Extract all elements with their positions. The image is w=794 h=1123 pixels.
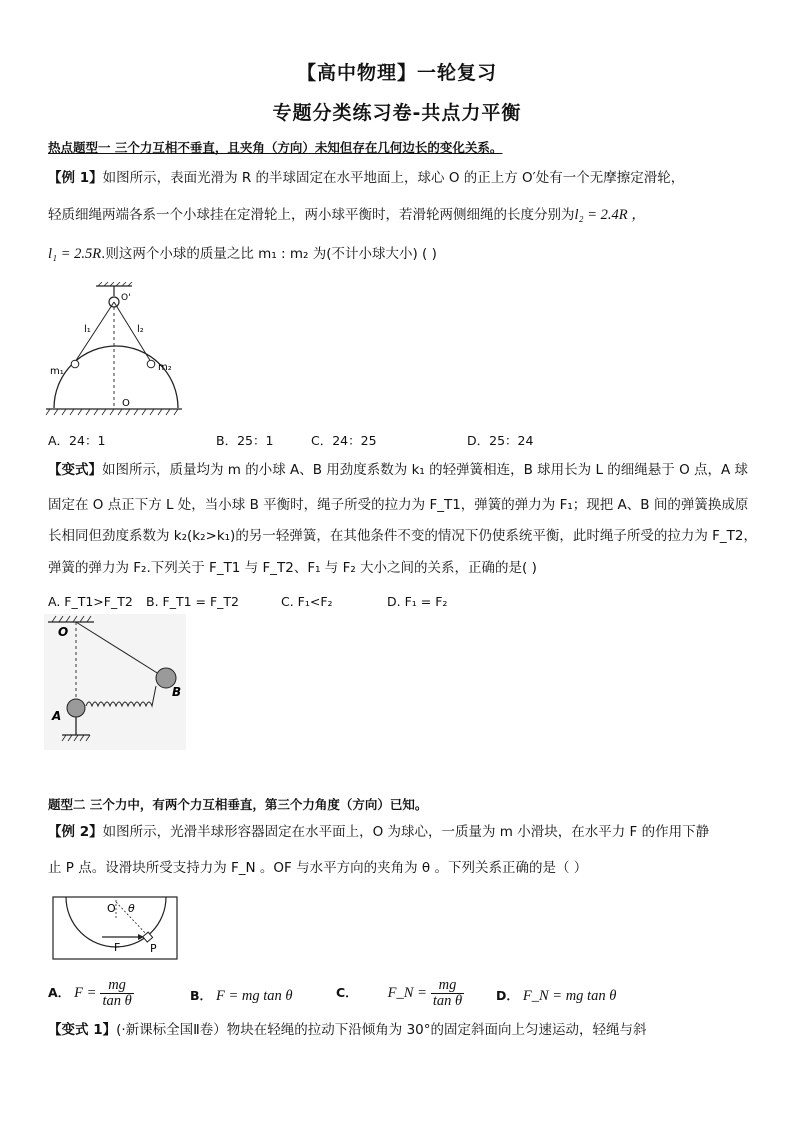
variant-text-1: 如图所示，质量均为 m 的小球 A、B 用劲度系数为 k₁ 的轻弹簧相连，B 球用长为 L 的细绳悬于 O 点，A 球 xyxy=(102,462,749,478)
option-a-denominator: tan θ xyxy=(102,993,132,1010)
example-2-line-2: 止 P 点。设滑块所受支持力为 F_N 。OF 与水平方向的夹角为 θ 。下列关系正确的是（ ） xyxy=(48,860,588,876)
variant-2-tag: 【变式 1】 xyxy=(48,1022,117,1038)
variant-2-line-1 xyxy=(48,1024,647,1038)
label-l2: l₂ xyxy=(137,324,144,335)
variant-line-4: 弹簧的弹力为 F₂.下列关于 F_T1 与 F_T2、F₁ 与 F₂ 大小之间的关系，正确的是( ) xyxy=(48,560,537,576)
example-1-l2-formula: l₂ = 2.4R ， xyxy=(574,207,646,223)
label-ball-a: A xyxy=(52,709,62,723)
option-d-expression: F_N = mg tan θ xyxy=(522,988,617,1004)
hemisphere-outline xyxy=(54,346,178,408)
option-a-lhs: F = xyxy=(74,985,97,1002)
example-1-option-b: B．25：1 xyxy=(216,433,274,448)
option-a-numerator: mg xyxy=(100,978,133,994)
variant-option-d: D. F₁ = F₂ xyxy=(387,594,448,609)
label-theta: θ xyxy=(128,902,135,915)
example-2-text-1: 如图所示，光滑半球形容器固定在水平面上，O 为球心，一质量为 m 小滑块，在水平力 F 的作用下静 xyxy=(102,824,710,840)
ball-m2 xyxy=(147,360,155,368)
example-1-line-2 xyxy=(48,208,646,223)
variant-line-2: 固定在 O 点正下方 L 处，当小球 B 平衡时，绳子所受的拉力为 F_T1，弹簧的弹力为 F₁；现把 A、B 间的弹簧换成原 xyxy=(48,497,749,513)
option-c-letter: C． xyxy=(336,985,358,1001)
option-c-denominator: tan θ xyxy=(432,993,463,1010)
label-center-o: O xyxy=(122,398,130,409)
rope-l1 xyxy=(75,302,114,362)
variant-line-1 xyxy=(48,464,748,478)
label-m2: m₂ xyxy=(158,362,172,373)
example-2-tag: 【例 2】 xyxy=(48,824,103,840)
ball-a xyxy=(67,699,85,717)
option-c-fraction xyxy=(431,978,464,1009)
example-1-l1-formula: l₁ = 2.5R xyxy=(48,246,102,262)
variant-option-a: A. F_T1>F_T2 xyxy=(48,594,133,609)
label-point-o: O xyxy=(58,625,69,639)
example-2-option-c xyxy=(336,978,464,1009)
variant-tag: 【变式】 xyxy=(48,462,102,478)
slider-block xyxy=(143,932,153,942)
example-2-option-a xyxy=(48,978,134,1009)
variant-line-3: 长相同但劲度系数为 k₂(k₂>k₁)的另一轻弹簧，在其他条件不变的情况下仍使系统平衡，此时绳子所受的拉力为 F_T2， xyxy=(48,528,757,544)
label-force-f: F xyxy=(114,941,121,954)
label-point-p: P xyxy=(150,942,157,955)
ground-hatch xyxy=(46,409,178,415)
example-1-option-c: C．24：25 xyxy=(311,433,377,448)
section-2-heading: 题型二 三个力中，有两个力互相垂直，第三个力角度（方向）已知。 xyxy=(48,797,428,812)
label-l1: l₁ xyxy=(84,324,91,335)
label-ball-b: B xyxy=(172,685,182,699)
label-pulley: O' xyxy=(121,293,131,303)
page-title: 【高中物理】一轮复习 xyxy=(296,62,497,84)
container-slider-figure xyxy=(52,896,178,964)
option-c-numerator: mg xyxy=(431,978,464,994)
example-2-line-1 xyxy=(48,826,709,840)
hemisphere-pulley-figure xyxy=(44,282,184,422)
page-subtitle: 专题分类练习卷-共点力平衡 xyxy=(272,102,522,124)
option-a-letter: A． xyxy=(48,985,71,1001)
example-1-line-1 xyxy=(48,172,684,186)
variant-option-b: B. F_T1 = F_T2 xyxy=(146,594,239,609)
section-1-heading: 热点题型一 三个力互相不垂直，且夹角（方向）未知但存在几何边长的变化关系。 xyxy=(48,140,503,155)
option-d-letter: D． xyxy=(496,988,519,1003)
label-m1: m₁ xyxy=(50,366,64,377)
example-1-line-3 xyxy=(48,247,437,262)
label-center-o: O xyxy=(107,902,116,915)
example-1-text-3: .则这两个小球的质量之比 m₁ : m₂ 为(不计小球大小) ( ) xyxy=(101,246,437,262)
ceiling-hatch xyxy=(98,282,132,286)
ball-m1 xyxy=(71,360,79,368)
example-2-option-d xyxy=(496,986,616,1005)
example-1-option-d: D．25：24 xyxy=(467,433,534,448)
example-1-text-2: 轻质细绳两端各系一个小球挂在定滑轮上，两小球平衡时，若滑轮两侧细绳的长度分别为 xyxy=(48,207,575,223)
variant-option-c: C. F₁<F₂ xyxy=(281,594,333,609)
option-b-expression: F = mg tan θ xyxy=(216,988,293,1004)
variant-2-text-1: (·新课标全国Ⅱ卷）物块在轻绳的拉动下沿倾角为 30°的固定斜面向上匀速运动，轻绳与斜 xyxy=(116,1022,647,1038)
example-1-text-1: 如图所示，表面光滑为 R 的半球固定在水平地面上，球心 O 的正上方 O′处有一个无摩擦定滑轮， xyxy=(102,170,685,186)
option-b-letter: B． xyxy=(190,988,213,1003)
example-1-option-a: A．24：1 xyxy=(48,433,106,448)
option-a-fraction xyxy=(100,978,133,1009)
rope-l2 xyxy=(114,302,151,362)
example-1-tag: 【例 1】 xyxy=(48,170,103,186)
spring-balls-figure xyxy=(44,614,186,750)
example-2-option-b xyxy=(190,986,293,1005)
option-c-lhs: F_N = xyxy=(387,985,427,1002)
